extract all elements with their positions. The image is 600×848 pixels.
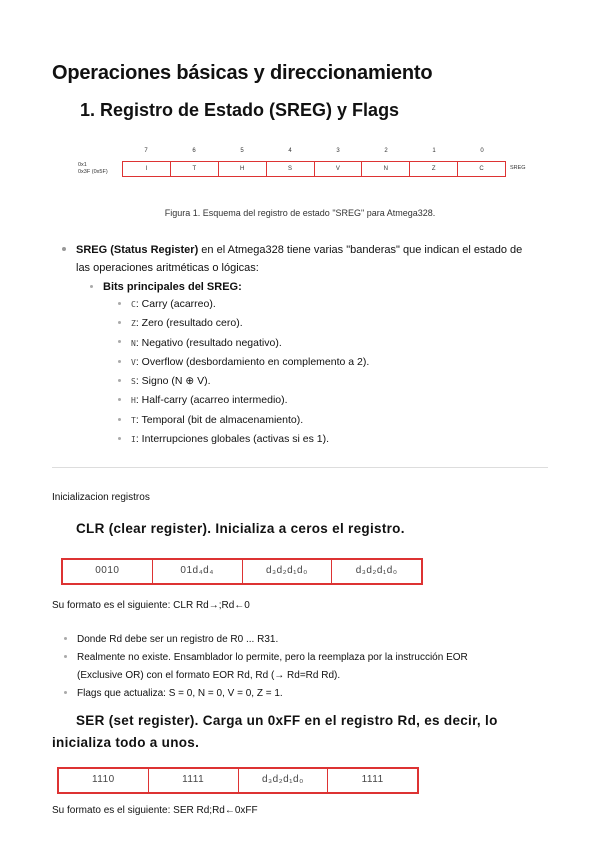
sreg-address xyxy=(78,162,108,176)
list-item xyxy=(64,649,544,667)
clr-opcode-table xyxy=(61,558,423,585)
sreg-cell-i: I xyxy=(123,162,171,176)
opcode-cell: 1110 xyxy=(59,769,149,792)
list-item xyxy=(118,353,369,372)
bullet-icon xyxy=(64,655,67,658)
flag-desc: : Interrupciones globales (activas si es 1). xyxy=(135,433,330,446)
bullet-icon xyxy=(118,360,121,363)
bullet-icon xyxy=(62,247,66,251)
sreg-bit-number: 1 xyxy=(432,148,436,154)
sreg-cells xyxy=(122,161,506,177)
sreg-intro-text: las operaciones aritméticas o lógicas: xyxy=(76,262,259,274)
list-item xyxy=(64,631,544,649)
sreg-address-line: 0x3F (0x5F) xyxy=(78,169,108,175)
sreg-intro-bold: SREG (Status Register) xyxy=(76,244,199,256)
sreg-bit-number: 2 xyxy=(384,148,388,154)
sreg-bit-number: 4 xyxy=(288,148,292,154)
sreg-bit-number: 0 xyxy=(480,148,484,154)
list-item xyxy=(118,372,369,391)
flag-code: Z xyxy=(131,319,136,329)
ser-format: Su formato es el siguiente: SER Rd;Rd←0xFF xyxy=(52,805,258,816)
sreg-bit-number: 6 xyxy=(192,148,196,154)
divider xyxy=(52,467,548,468)
list-item xyxy=(118,391,369,410)
opcode-cell: d₃d₂d₁d₀ xyxy=(239,769,329,792)
flag-code: T xyxy=(131,415,136,425)
bits-heading-item xyxy=(90,278,242,296)
clr-heading: CLR (clear register). Inicializa a ceros el registro. xyxy=(76,521,405,536)
list-item xyxy=(64,685,544,703)
opcode-cell: 0010 xyxy=(63,560,153,583)
opcode-cell: d₃d₂d₁d₀ xyxy=(355,565,398,576)
sreg-intro-text: en el Atmega328 tiene varias "banderas" que indican el estado de xyxy=(198,244,523,256)
bullet-text: Donde Rd debe ser un registro de R0 ... R31. xyxy=(77,634,279,645)
flags-list xyxy=(118,295,369,449)
opcode-cell: 01d₄d₄ xyxy=(153,560,243,583)
flag-code: C xyxy=(131,300,136,309)
sreg-bit-number: 3 xyxy=(336,148,340,154)
bullet-icon xyxy=(118,340,121,343)
sreg-cell-t: T xyxy=(171,162,219,176)
sreg-cell-s: S xyxy=(267,162,315,176)
flag-code: S xyxy=(131,377,136,387)
list-item xyxy=(118,430,369,449)
clr-format: Su formato es el siguiente: CLR Rd→;Rd←0 xyxy=(52,600,250,611)
opcode-cell: 1111 xyxy=(149,769,239,792)
clr-bullets xyxy=(64,631,544,703)
bullet-icon xyxy=(118,398,121,401)
bullet-icon xyxy=(90,285,93,288)
sreg-address-line: 0x1 xyxy=(78,162,87,168)
bullet-icon xyxy=(64,637,67,640)
flag-code: H xyxy=(131,396,136,406)
list-item xyxy=(118,295,369,314)
bullet-text: Realmente no existe. Ensamblador lo permite, pero la reemplaza por la instrucción EOR xyxy=(77,652,468,663)
bullet-icon xyxy=(118,437,121,440)
flag-desc: : Carry (acarreo). xyxy=(135,298,216,310)
page-title: Operaciones básicas y direccionamiento xyxy=(52,62,433,84)
sreg-cell-v: V xyxy=(315,162,363,176)
ser-heading: SER (set register). Carga un 0xFF en el registro Rd, es decir, lo xyxy=(76,713,498,728)
flag-desc: : Signo (N ⊕ V). xyxy=(135,375,211,388)
ser-heading-cont: inicializa todo a unos. xyxy=(52,735,200,750)
opcode-cell: d₃d₂d₁d₀ xyxy=(243,560,333,583)
flag-desc: : Negativo (resultado negativo). xyxy=(135,336,282,349)
bullet-icon xyxy=(64,691,67,694)
sreg-cell-n: N xyxy=(362,162,410,176)
figure-caption: Figura 1. Esquema del registro de estado "SREG" para Atmega328. xyxy=(164,208,436,218)
sreg-cell-h: H xyxy=(219,162,267,176)
sreg-bit-numbers xyxy=(122,148,532,158)
flag-desc: : Overflow (desbordamiento en complemento a 2). xyxy=(135,355,370,368)
section-heading: 1. Registro de Estado (SREG) y Flags xyxy=(80,100,400,120)
flag-code: I xyxy=(131,435,136,445)
sreg-bit-number: 5 xyxy=(240,148,244,154)
bullet-icon xyxy=(118,418,121,421)
bullet-icon xyxy=(118,379,121,382)
bits-heading: Bits principales del SREG: xyxy=(103,281,242,293)
bullet-icon xyxy=(118,302,121,305)
sreg-intro-bullet xyxy=(62,241,552,277)
flag-code: N xyxy=(131,338,136,348)
sreg-diagram xyxy=(78,148,538,188)
sreg-cell-c: C xyxy=(479,166,484,172)
bullet-text: Flags que actualiza: S = 0, N = 0, V = 0, Z = 1. xyxy=(77,688,283,699)
opcode-cell: 1111 xyxy=(361,774,384,785)
ser-opcode-table xyxy=(57,767,419,794)
list-item xyxy=(118,334,369,353)
bullet-icon xyxy=(118,321,121,324)
sreg-register-name: SREG xyxy=(510,165,526,171)
flag-desc: : Half-carry (acarreo intermedio). xyxy=(135,394,288,407)
bullet-text: (Exclusive OR) con el formato EOR Rd, Rd (→ Rd=Rd Rd). xyxy=(77,670,341,681)
init-label: Inicializacion registros xyxy=(52,492,150,503)
flag-desc: : Temporal (bit de almacenamiento). xyxy=(135,413,304,426)
list-item xyxy=(118,314,369,333)
flag-desc: : Zero (resultado cero). xyxy=(135,317,243,330)
sreg-cell-z: Z xyxy=(410,162,458,176)
list-item xyxy=(118,411,369,430)
flag-code: V xyxy=(131,357,136,367)
sreg-bit-number: 7 xyxy=(144,148,148,154)
